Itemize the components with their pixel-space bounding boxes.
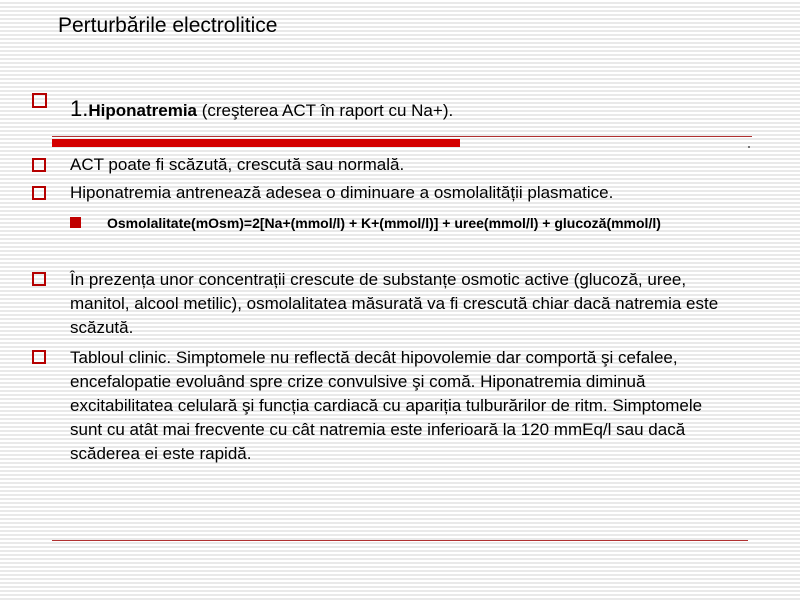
bullet-icon xyxy=(32,158,46,172)
bullet-icon xyxy=(32,350,46,364)
paragraph-text: În prezența unor concentrații crescute de substanțe osmotic active (glucoză, uree, manitol, alcool metilic), osmolalitatea măsurată va fi crescută chiar dacă natremia este scăzută. xyxy=(70,270,719,337)
sub-bullet-icon xyxy=(70,217,81,228)
rule-end-mark xyxy=(748,146,750,148)
heading-number: 1. xyxy=(70,96,89,121)
heading-line xyxy=(70,96,453,122)
paragraph-text: Tabloul clinic. Simptomele nu reflectă decât hipovolemie dar comportă şi cefalee, encefalopatie evoluând spre crize convulsive şi comă. Hiponatremia diminuă excitabilitatea celulară şi funcția cardiacă cu apariția tulburărilor de ritm. Simptomele sunt cu atât mai frecvente cu cât natremia este inferioară la 120 mmEq/l sau dacă scăderea ei este rapidă. xyxy=(70,348,703,463)
heading-rest: (creşterea ACT în raport cu Na+). xyxy=(197,101,454,120)
slide-title: Perturbările electrolitice xyxy=(58,14,278,37)
top-rule xyxy=(52,136,752,137)
bullet-icon xyxy=(32,186,46,200)
bullet-text: ACT poate fi scăzută, crescută sau normală. xyxy=(70,155,405,174)
bullet-text: Hiponatremia antrenează adesea o diminuare a osmolalității plasmatice. xyxy=(70,183,614,202)
heading-term: Hiponatremia xyxy=(88,101,197,120)
bottom-rule xyxy=(52,540,748,541)
heading-bullet-icon xyxy=(32,93,47,108)
formula-text: Osmolalitate(mOsm)=2[Na+(mmol/l) + K+(mmol/l)] + uree(mmol/l) + glucoză(mmol/l) xyxy=(107,215,661,231)
bullet-icon xyxy=(32,272,46,286)
accent-bar xyxy=(52,139,460,147)
